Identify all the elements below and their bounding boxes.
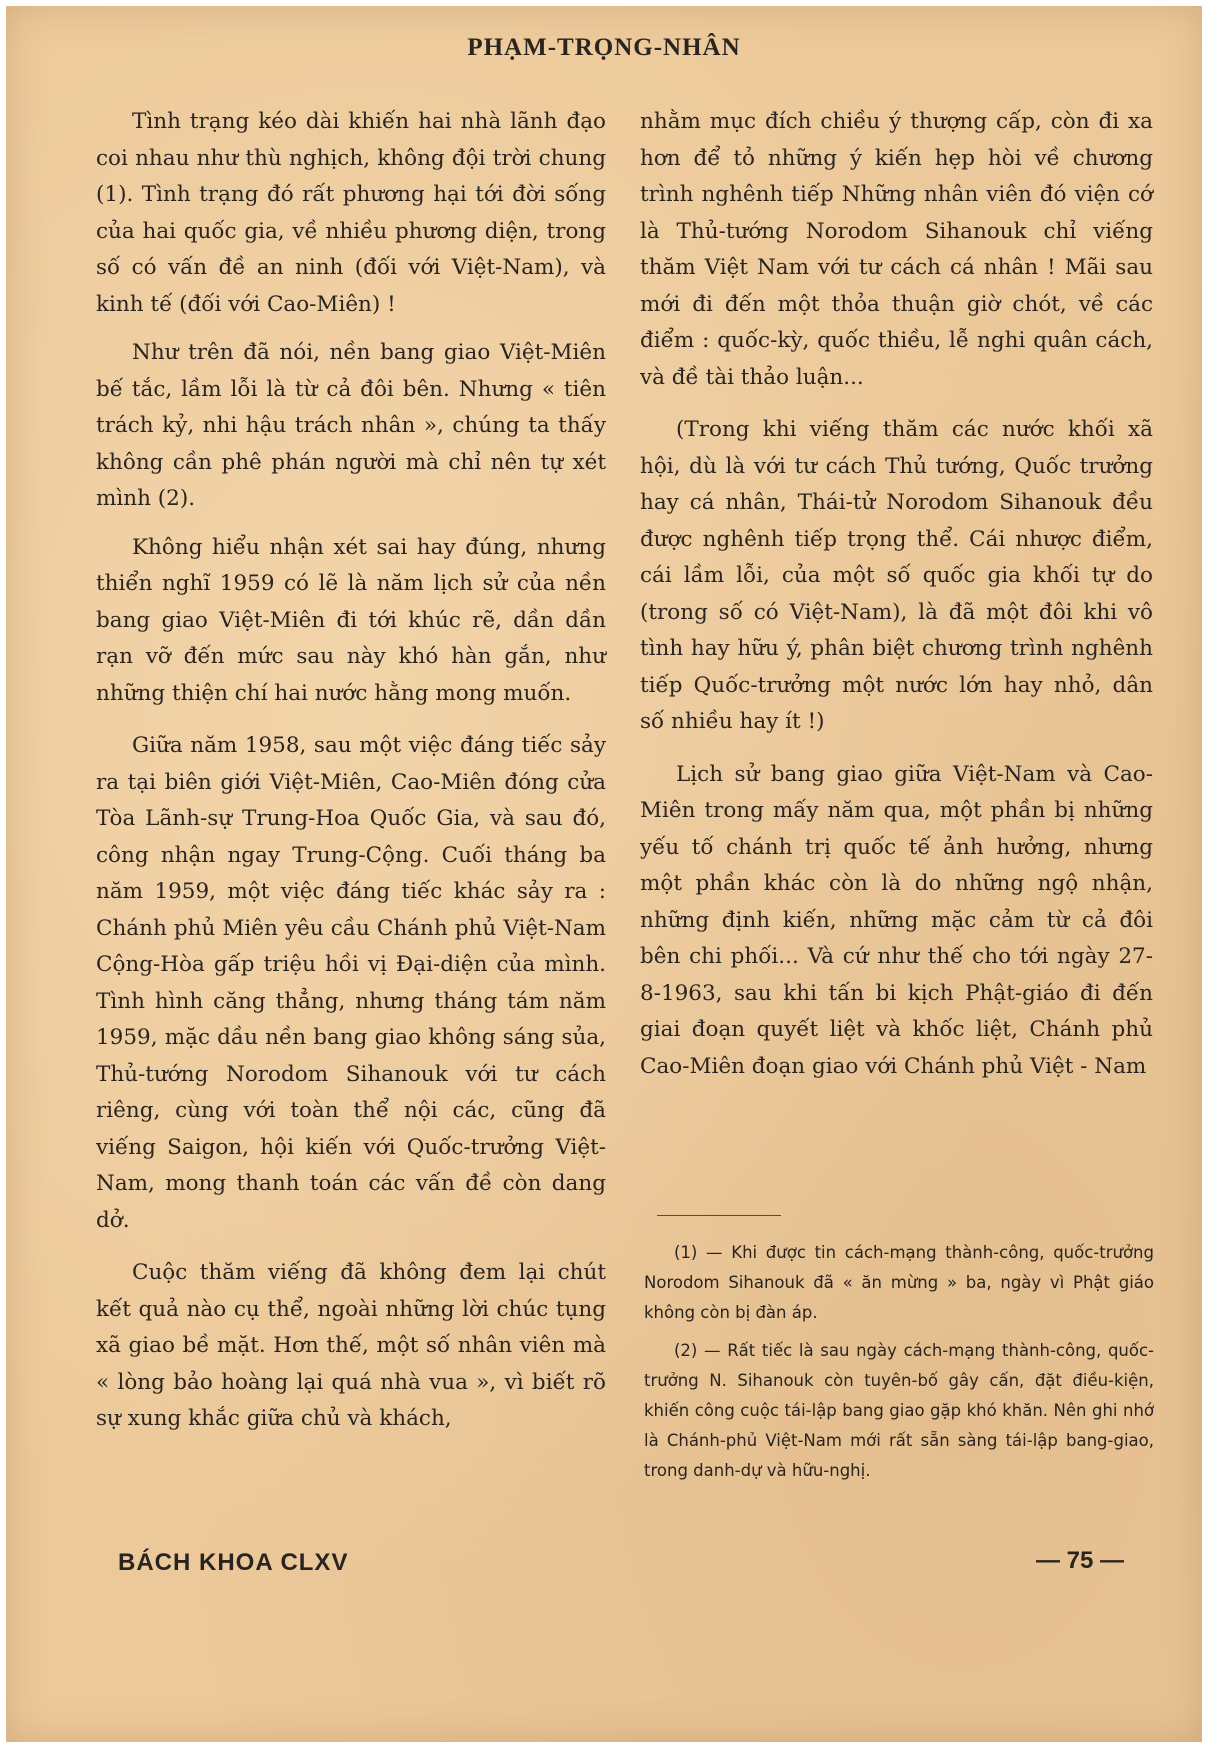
footnote-divider	[657, 1215, 781, 1216]
magazine-page	[6, 6, 1202, 1742]
left-column	[96, 104, 606, 1450]
paragraph: nhằm mục đích chiều ý thượng cấp, còn đi xa hơn để tỏ những ý kiến hẹp hòi về chương trình nghênh tiếp Những nhân viên đó viện cớ là Thủ-tướng Norodom Sihanouk chỉ viếng thăm Việt Nam với tư cách cá nhân ! Mãi sau mới đi đến một thỏa thuận giờ chót, về các điểm : quốc-kỳ, quốc thiều, lễ nghi quân cách, và đề tài thảo luận...	[640, 109, 1153, 390]
footnotes	[644, 1238, 1154, 1494]
paragraph: Như trên đã nói, nền bang giao Việt-Miên bế tắc, lầm lỗi là từ cả đôi bên. Nhưng « tiên trách kỷ, nhi hậu trách nhân », chúng ta thấy không cần phê phán người mà chỉ nên tự xét mình (2).	[96, 340, 606, 511]
paragraph: Không hiểu nhận xét sai hay đúng, nhưng thiển nghĩ 1959 có lẽ là năm lịch sử của nền bang giao Việt-Miên đi tới khúc rẽ, dần dần rạn vỡ đến mức sau này khó hàn gắn, như những thiện chí hai nước hằng mong muốn.	[96, 534, 606, 706]
footnote: (1) — Khi được tin cách-mạng thành-công, quốc-trưởng Norodom Sihanouk đã « ăn mừng » ba, ngày vì Phật giáo không còn bị đàn áp.	[644, 1243, 1154, 1322]
right-column	[640, 104, 1153, 1097]
paragraph: (Trong khi viếng thăm các nước khối xã hội, dù là với tư cách Thủ tướng, Quốc trưởng hay cá nhân, Thái-tử Norodom Sihanouk đều được nghênh tiếp trọng thể. Cái nhược điểm, cái lầm lỗi, của một số quốc gia khối tự do (trong số có Việt-Nam), là đã một đôi khi vô tình hay hữu ý, phân biệt chương trình nghênh tiếp Quốc-trưởng một nước lớn hay nhỏ, dân số nhiều hay ít !)	[640, 417, 1153, 734]
paragraph: Lịch sử bang giao giữa Việt-Nam và Cao-Miên trong mấy năm qua, một phần bị những yếu tố chánh trị quốc tế ảnh hưởng, nhưng một phần khác còn là do những ngộ nhận, những định kiến, những mặc cảm từ cả đôi bên chi phối... Và cứ như thế cho tới ngày 27-8-1963, sau khi tấn bi kịch Phật-giáo đi đến giai đoạn quyết liệt và khốc liệt, Chánh phủ Cao-Miên đoạn giao với Chánh phủ Việt - Nam	[640, 761, 1153, 1079]
page-number: — 75 —	[1036, 1547, 1125, 1574]
footnote: (2) — Rất tiếc là sau ngày cách-mạng thành-công, quốc-trưởng N. Sihanouk còn tuyên-bố gây cấn, đặt điều-kiện, khiến công cuộc tái-lập bang giao gặp khó khăn. Nên ghi nhớ là Chánh-phủ Việt-Nam mới rất sẵn sàng tái-lập bang-giao, trong danh-dự và hữu-nghị.	[644, 1341, 1154, 1480]
publication-footer: BÁCH KHOA CLXV	[118, 1549, 349, 1576]
paragraph: Cuộc thăm viếng đã không đem lại chút kết quả nào cụ thể, ngoài những lời chúc tụng xã giao bề mặt. Hơn thế, một số nhân viên mà « lòng bảo hoàng lại quá nhà vua », vì biết rõ sự xung khắc giữa chủ và khách,	[96, 1260, 606, 1431]
paragraph: Giữa năm 1958, sau một việc đáng tiếc sảy ra tại biên giới Việt-Miên, Cao-Miên đóng cửa Tòa Lãnh-sự Trung-Hoa Quốc Gia, và sau đó, công nhận ngay Trung-Cộng. Cuối tháng ba năm 1959, một việc đáng tiếc khác sảy ra : Chánh phủ Miên yêu cầu Chánh phủ Việt-Nam Cộng-Hòa gấp triệu hồi vị Đại-diện của mình. Tình hình căng thẳng, nhưng tháng tám năm 1959, mặc dầu nền bang giao không sáng sủa, Thủ-tướng Norodom Sihanouk với tư cách riêng, cùng với toàn thể nội các, cũng đã viếng Saigon, hội kiến với Quốc-trưởng Việt-Nam, mong thanh toán các vấn đề còn dang dở.	[96, 733, 606, 1233]
paragraph: Tình trạng kéo dài khiến hai nhà lãnh đạo coi nhau như thù nghịch, không đội trời chung (1). Tình trạng đó rất phương hại tới đời sống của hai quốc gia, về nhiều phương diện, trong số có vấn đề an ninh (đối với Việt-Nam), và kinh tế (đối với Cao-Miên) !	[96, 109, 606, 317]
running-header: PHẠM-TRỌNG-NHÂN	[467, 34, 741, 61]
